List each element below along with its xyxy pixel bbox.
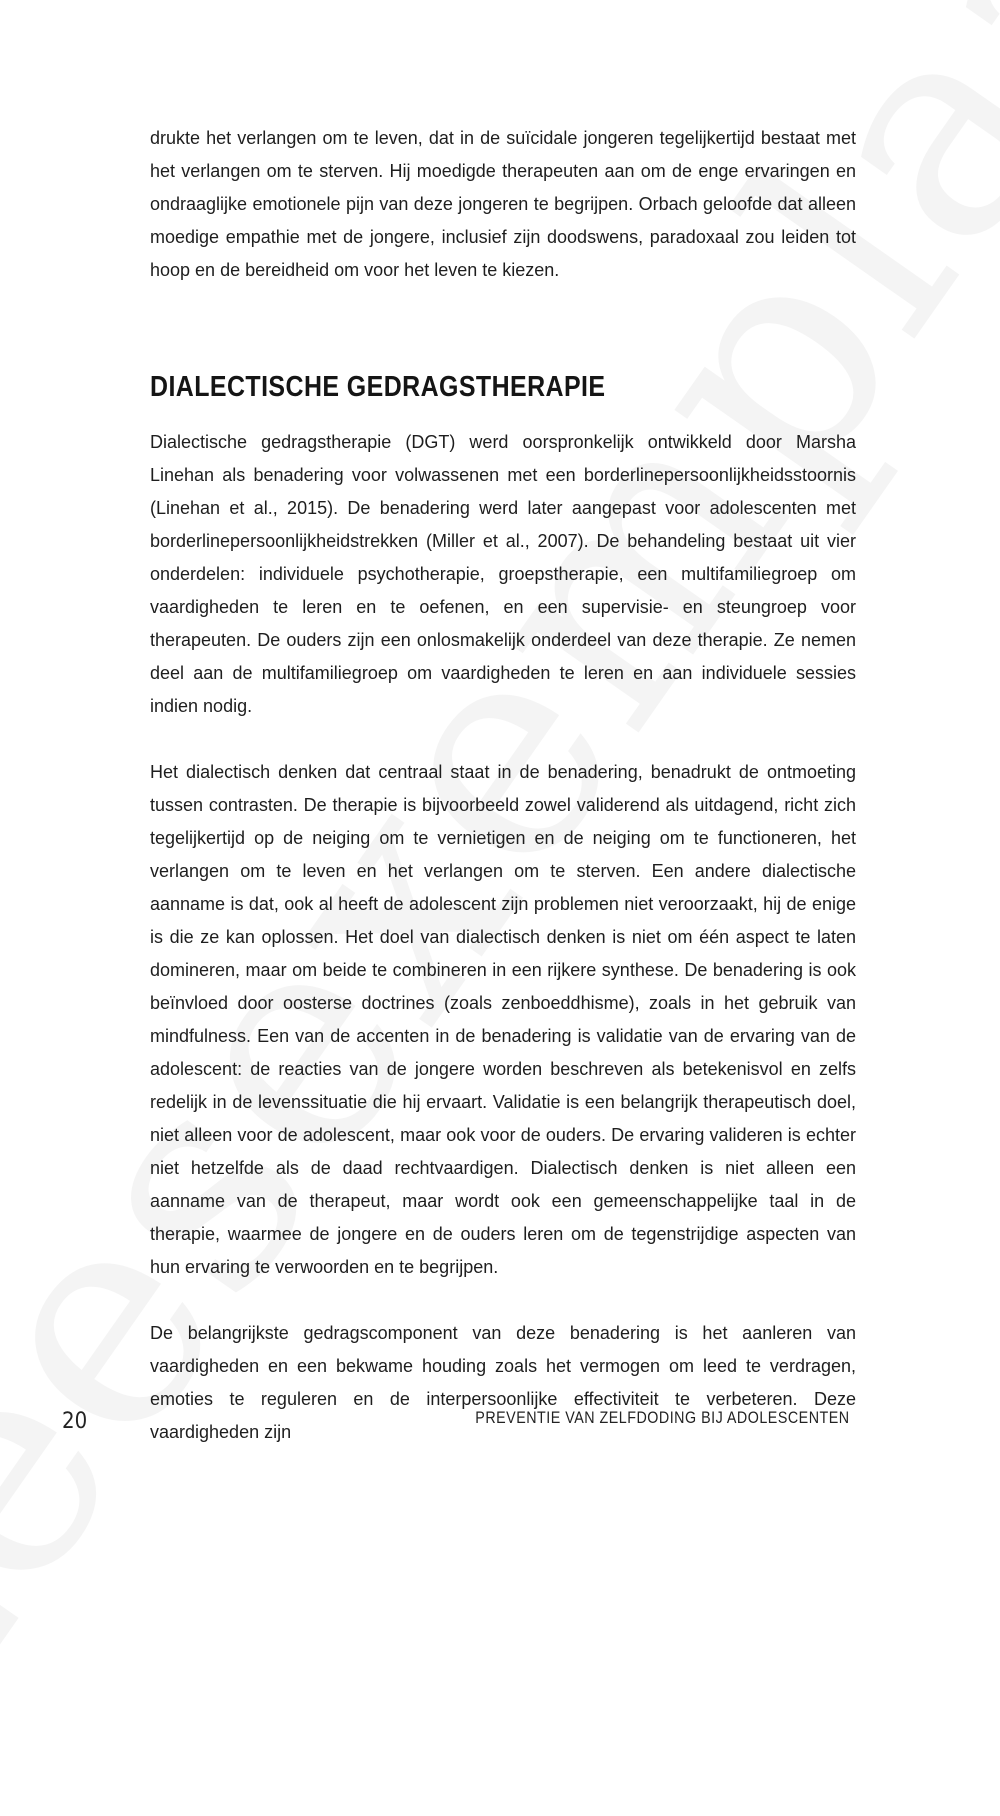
page-number: 20 bbox=[62, 1409, 88, 1434]
paragraph-gap bbox=[150, 1284, 856, 1317]
page-body bbox=[150, 122, 856, 1449]
paragraph: Dialectische gedragstherapie (DGT) werd oorspronkelijk ontwikkeld door Marsha Linehan als benadering voor volwassenen met een borderlinepersoonlijkheidsstoornis (Linehan et al., 2015). De benadering werd later aangepast voor adolescenten met borderlinepersoonlijkheidstrekken (Miller et al., 2007). De behandeling bestaat uit vier onderdelen: individuele psychotherapie, groepstherapie, een multifamiliegroep om vaardigheden te leren en te oefenen, en een supervisie- en steungroep voor therapeuten. De ouders zijn een onlosmakelijk onderdeel van deze therapie. Ze nemen deel aan de multifamiliegroep om vaardigheden te leren en aan individuele sessies indien nodig. bbox=[150, 432, 856, 716]
running-title: PREVENTIE VAN ZELFDODING BIJ ADOLESCENTEN bbox=[475, 1408, 850, 1427]
paragraph-intro: drukte het verlangen om te leven, dat in de suïcidale jongeren tegelijkertijd bestaat met het verlangen om te sterven. Hij moedigde therapeuten aan om de enge ervaringen en ondraaglijke emotionele pijn van deze jongeren te begrijpen. Orbach geloofde dat alleen moedige empathie met de jongere, inclusief zijn doodswens, paradoxaal zou leiden tot hoop en de bereidheid om voor het leven te kiezen. bbox=[150, 128, 856, 280]
paragraph-gap bbox=[150, 723, 856, 756]
paragraph: Het dialectisch denken dat centraal staat in de benadering, benadrukt de ontmoeting tussen contrasten. De therapie is bijvoorbeeld zowel validerend als uitdagend, richt zich tegelijkertijd op de neiging om te vernietigen en de neiging om te functioneren, het verlangen om te leven en het verlangen om te sterven. Een andere dialectische aanname is dat, ook al heeft de adolescent zijn problemen niet veroorzaakt, hij de enige is die ze kan oplossen. Het doel van dialectisch denken is niet om één aspect te laten domineren, maar om beide te combineren in een rijkere synthese. De benadering is ook beïnvloed door oosterse doctrines (zoals zenboeddhisme), zoals in het gebruik van mindfulness. Een van de accenten in de benadering is validatie van de ervaring van de adolescent: de reacties van de jongere worden beschreven als betekenisvol en zelfs redelijk in de levenssituatie die hij ervaart. Validatie is een belangrijk therapeutisch doel, niet alleen voor de adolescent, maar ook voor de ouders. De ervaring valideren is echter niet hetzelfde als de daad rechtvaardigen. Dialectisch denken is niet alleen een aanname van de therapeut, maar wordt ook een gemeenschappelijke taal in de therapie, waarmee de jongere en de ouders leren om de tegenstrijdige aspecten van hun ervaring te verwoorden en te begrijpen. bbox=[150, 762, 856, 1277]
section-heading: DIALECTISCHE GEDRAGSTHERAPIE bbox=[150, 371, 606, 403]
paragraph: De belangrijkste gedragscomponent van deze benadering is het aanleren van vaardigheden en een bekwame houding zoals het vermogen om leed te verdragen, emoties te reguleren en de interpersoonlijke effectiviteit te verbeteren. Deze vaardigheden zijn bbox=[150, 1323, 856, 1442]
